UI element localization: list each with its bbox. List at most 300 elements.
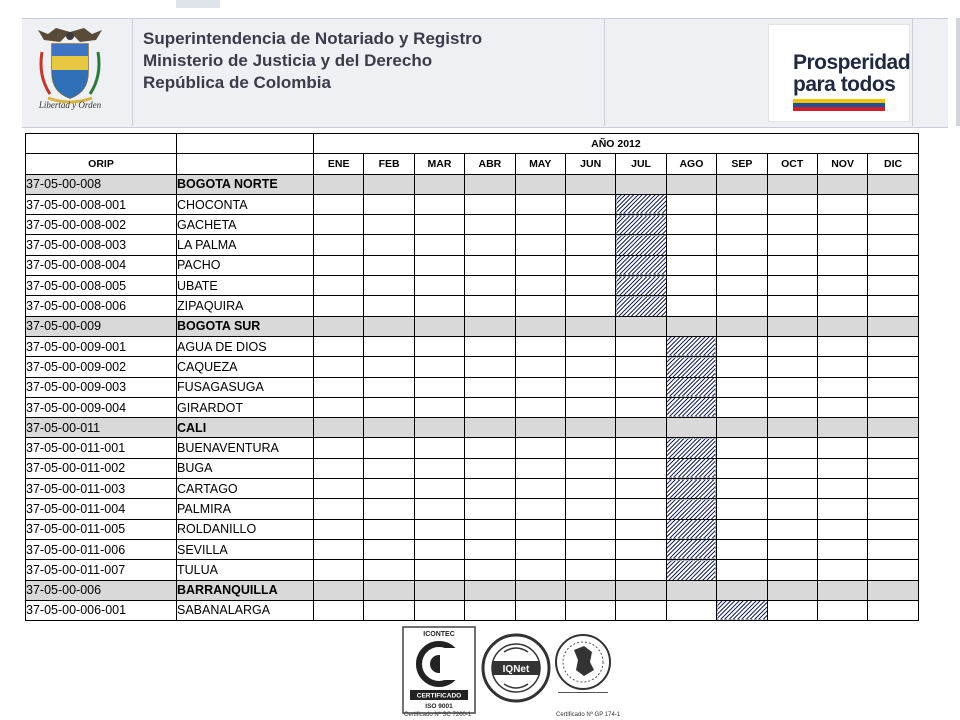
orip-code-cell: 37-05-00-011-004 [26,499,177,519]
month-cell [868,336,919,356]
month-cell [414,580,464,600]
orip-code-cell: 37-05-00-008-003 [26,235,177,255]
month-cell [414,479,464,499]
scheduled-month-cell [666,499,716,519]
month-cell [767,499,817,519]
office-name-cell: BARRANQUILLA [177,580,314,600]
month-cell [565,499,615,519]
month-header: MAY [515,154,565,174]
month-cell [364,194,414,214]
group-row [26,174,919,194]
office-name-cell: BOGOTA NORTE [177,174,314,194]
prosperidad-logo [768,24,910,122]
month-cell [314,418,364,438]
month-cell [767,336,817,356]
month-cell [616,499,666,519]
month-cell [465,316,515,336]
month-cell [364,357,414,377]
scheduled-month-cell [666,560,716,580]
month-cell [414,377,464,397]
month-cell [565,336,615,356]
month-cell [717,418,767,438]
month-cell [364,539,414,559]
month-cell [414,560,464,580]
orip-header: ORIP [26,154,177,174]
table-row [26,215,919,235]
scheduled-month-cell [616,194,666,214]
month-cell [717,194,767,214]
month-cell [364,296,414,316]
month-cell [767,539,817,559]
month-cell [565,255,615,275]
month-cell [364,418,414,438]
month-cell [616,336,666,356]
month-cell [565,174,615,194]
month-cell [616,418,666,438]
month-cell [565,600,615,620]
month-cell [666,255,716,275]
month-cell [717,276,767,296]
scheduled-month-cell [666,357,716,377]
month-cell [717,296,767,316]
month-cell [616,316,666,336]
month-cell [616,600,666,620]
month-cell [515,479,565,499]
month-cell [364,215,414,235]
month-cell [666,174,716,194]
icontec-caption: Certificado Nº SC 7260-1 [404,712,472,718]
month-cell [314,600,364,620]
month-cell [616,560,666,580]
month-cell [465,276,515,296]
orip-code-cell: 37-05-00-009-003 [26,377,177,397]
month-cell [515,336,565,356]
group-row [26,418,919,438]
month-cell [465,194,515,214]
month-cell [364,438,414,458]
table-row [26,235,919,255]
scheduled-month-cell [616,255,666,275]
year-header-row [26,134,919,154]
month-cell [314,479,364,499]
month-cell [515,560,565,580]
month-cell [364,235,414,255]
orip-code-cell: 37-05-00-011-005 [26,519,177,539]
month-cell [364,336,414,356]
header-divider [604,18,605,126]
table-row [26,194,919,214]
month-cell [515,296,565,316]
month-cell [717,174,767,194]
month-cell [717,316,767,336]
month-cell [465,458,515,478]
month-cell [515,539,565,559]
month-cell [868,316,919,336]
month-cell [767,357,817,377]
group-row [26,580,919,600]
month-cell [314,499,364,519]
month-cell [565,194,615,214]
orip-code-cell: 37-05-00-008-006 [26,296,177,316]
month-cell [717,539,767,559]
month-cell [414,357,464,377]
scheduled-month-cell [666,539,716,559]
month-cell [314,357,364,377]
scheduled-month-cell [616,296,666,316]
scheduled-month-cell [717,600,767,620]
office-name-cell: SABANALARGA [177,600,314,620]
icontec-iso-label: ISO 9001 [425,703,453,710]
scheduled-month-cell [666,336,716,356]
office-name-cell: CAQUEZA [177,357,314,377]
orip-code-cell: 37-05-00-006-001 [26,600,177,620]
month-cell [465,519,515,539]
office-name-cell: ROLDANILLO [177,519,314,539]
month-header: FEB [364,154,414,174]
month-cell [314,276,364,296]
month-cell [666,276,716,296]
month-cell [868,560,919,580]
month-cell [515,418,565,438]
header-titles [143,28,482,94]
office-name-cell: CARTAGO [177,479,314,499]
month-cell [465,560,515,580]
coat-caption: Libertad y Orden [38,100,102,110]
month-cell [314,580,364,600]
month-cell [465,600,515,620]
month-cell [817,215,867,235]
month-cell [364,560,414,580]
month-cell [414,438,464,458]
month-cell [465,255,515,275]
month-cell [616,519,666,539]
month-cell [868,357,919,377]
month-cell [364,499,414,519]
header-divider [132,18,133,126]
month-cell [717,458,767,478]
month-cell [465,174,515,194]
month-cell [515,600,565,620]
month-cell [817,357,867,377]
orip-code-cell: 37-05-00-011-001 [26,438,177,458]
orip-code-cell: 37-05-00-011-003 [26,479,177,499]
logo-stripe-red [793,107,885,111]
month-cell [666,194,716,214]
table-row [26,438,919,458]
month-cell [717,397,767,417]
office-name-cell: ZIPAQUIRA [177,296,314,316]
month-cell [817,580,867,600]
month-cell [616,174,666,194]
month-cell [565,235,615,255]
table-row [26,336,919,356]
month-cell [868,600,919,620]
month-cell [565,560,615,580]
top-tab-stub [176,0,220,8]
month-cell [767,255,817,275]
month-cell [515,519,565,539]
month-cell [868,418,919,438]
month-cell [414,519,464,539]
month-cell [364,377,414,397]
month-cell [666,215,716,235]
icontec-seal [402,626,476,714]
gp-caption: Certificado Nº GP 174-1 [556,712,621,718]
month-cell [767,519,817,539]
month-cell [314,235,364,255]
month-cell [868,276,919,296]
orip-code-cell: 37-05-00-008 [26,174,177,194]
month-cell [565,316,615,336]
office-name-cell: PACHO [177,255,314,275]
office-name-cell: AGUA DE DIOS [177,336,314,356]
iqnet-label: IQNet [502,664,530,675]
month-cell [414,235,464,255]
month-cell [767,560,817,580]
month-cell [717,519,767,539]
table-row [26,539,919,559]
month-cell [414,296,464,316]
month-cell [616,377,666,397]
month-cell [565,296,615,316]
month-cell [817,560,867,580]
month-cell [616,580,666,600]
month-cell [414,215,464,235]
scheduled-month-cell [666,438,716,458]
month-cell [465,479,515,499]
orip-code-cell: 37-05-00-011 [26,418,177,438]
month-cell [817,336,867,356]
month-cell [817,418,867,438]
title-line-2: Ministerio de Justicia y del Derecho [143,51,433,70]
month-cell [314,336,364,356]
month-cell [314,194,364,214]
month-cell [868,479,919,499]
month-cell [817,479,867,499]
month-cell [717,215,767,235]
month-cell [364,316,414,336]
month-cell [616,539,666,559]
table-row [26,560,919,580]
month-cell [465,336,515,356]
year-header: AÑO 2012 [314,134,919,154]
month-cell [817,276,867,296]
orip-code-cell: 37-05-00-009-001 [26,336,177,356]
scheduled-month-cell [666,397,716,417]
month-cell [717,377,767,397]
table-row [26,458,919,478]
month-cell [868,438,919,458]
logo-line-2: para todos [793,73,896,96]
office-name-cell: CALI [177,418,314,438]
month-cell [465,357,515,377]
month-cell [767,458,817,478]
month-cell [868,519,919,539]
orip-code-cell: 37-05-00-008-004 [26,255,177,275]
month-cell [817,194,867,214]
month-header: SEP [717,154,767,174]
office-name-cell: TULUA [177,560,314,580]
month-cell [868,174,919,194]
orip-code-cell: 37-05-00-009 [26,316,177,336]
orip-code-cell: 37-05-00-008-002 [26,215,177,235]
month-header: AGO [666,154,716,174]
month-cell [414,174,464,194]
month-header: MAR [414,154,464,174]
month-cell [817,235,867,255]
month-cell [364,600,414,620]
logo-line-1: Prosperidad [793,51,911,74]
month-cell [868,499,919,519]
office-name-cell: SEVILLA [177,539,314,559]
month-cell [817,519,867,539]
month-cell [565,479,615,499]
month-cell [314,458,364,478]
month-cell [767,600,817,620]
icontec-label: ICONTEC [423,631,455,638]
scheduled-month-cell [666,377,716,397]
month-cell [565,438,615,458]
month-cell [465,397,515,417]
month-cell [817,438,867,458]
month-cell [767,235,817,255]
orip-code-cell: 37-05-00-011-006 [26,539,177,559]
month-cell [666,418,716,438]
month-cell [666,296,716,316]
month-cell [717,235,767,255]
month-cell [868,235,919,255]
month-cell [414,458,464,478]
scheduled-month-cell [666,519,716,539]
month-cell [868,539,919,559]
table-row [26,499,919,519]
month-cell [314,519,364,539]
month-header: ENE [314,154,364,174]
month-cell [515,215,565,235]
month-cell [314,539,364,559]
month-cell [767,215,817,235]
month-cell [314,377,364,397]
empty-header-cell [26,134,177,154]
month-cell [565,458,615,478]
month-cell [817,539,867,559]
month-cell [364,397,414,417]
orip-code-cell: 37-05-00-006 [26,580,177,600]
month-cell [817,499,867,519]
group-row [26,316,919,336]
office-name-cell: UBATE [177,276,314,296]
month-cell [414,194,464,214]
month-cell [364,458,414,478]
month-cell [868,377,919,397]
month-cell [565,418,615,438]
month-cell [565,580,615,600]
month-cell [868,194,919,214]
month-header: JUN [565,154,615,174]
month-cell [414,276,464,296]
month-cell [817,397,867,417]
orip-code-cell: 37-05-00-009-002 [26,357,177,377]
month-cell [515,397,565,417]
month-cell [767,377,817,397]
month-cell [515,194,565,214]
month-cell [616,479,666,499]
iqnet-seal [480,632,552,704]
month-cell [515,174,565,194]
office-name-cell: PALMIRA [177,499,314,519]
table-row [26,276,919,296]
month-cell [465,418,515,438]
month-cell [515,255,565,275]
office-name-cell: GACHETA [177,215,314,235]
month-cell [515,580,565,600]
month-header: ABR [465,154,515,174]
icontec-cert-label: CERTIFICADO [416,692,462,700]
month-cell [817,377,867,397]
month-cell [767,580,817,600]
month-cell [666,600,716,620]
table-row [26,255,919,275]
month-cell [767,397,817,417]
month-cell [868,458,919,478]
month-cell [314,174,364,194]
table-row [26,397,919,417]
orip-code-cell: 37-05-00-008-001 [26,194,177,214]
scheduled-month-cell [616,215,666,235]
month-cell [515,357,565,377]
month-cell [717,336,767,356]
month-cell [767,316,817,336]
month-cell [868,255,919,275]
office-name-cell: GIRARDOT [177,397,314,417]
month-cell [465,235,515,255]
month-cell [616,458,666,478]
orip-code-cell: 37-05-00-011-007 [26,560,177,580]
month-cell [515,235,565,255]
month-cell [465,215,515,235]
month-cell [364,255,414,275]
month-cell [565,397,615,417]
month-cell [868,215,919,235]
office-name-cell: BUENAVENTURA [177,438,314,458]
month-cell [868,580,919,600]
month-cell [767,296,817,316]
month-cell [767,418,817,438]
month-cell [616,357,666,377]
month-cell [364,580,414,600]
office-name-cell: LA PALMA [177,235,314,255]
month-header: DIC [868,154,919,174]
month-header-row [26,154,919,174]
office-name-cell: CHOCONTA [177,194,314,214]
month-cell [364,479,414,499]
scheduled-month-cell [616,235,666,255]
month-cell [314,438,364,458]
month-cell [817,174,867,194]
month-cell [414,336,464,356]
table-row [26,519,919,539]
table-row [26,600,919,620]
month-cell [364,519,414,539]
month-cell [414,255,464,275]
month-cell [314,296,364,316]
office-name-cell: BUGA [177,458,314,478]
orip-code-cell: 37-05-00-011-002 [26,458,177,478]
month-cell [414,316,464,336]
month-cell [717,255,767,275]
month-cell [314,397,364,417]
month-cell [565,215,615,235]
